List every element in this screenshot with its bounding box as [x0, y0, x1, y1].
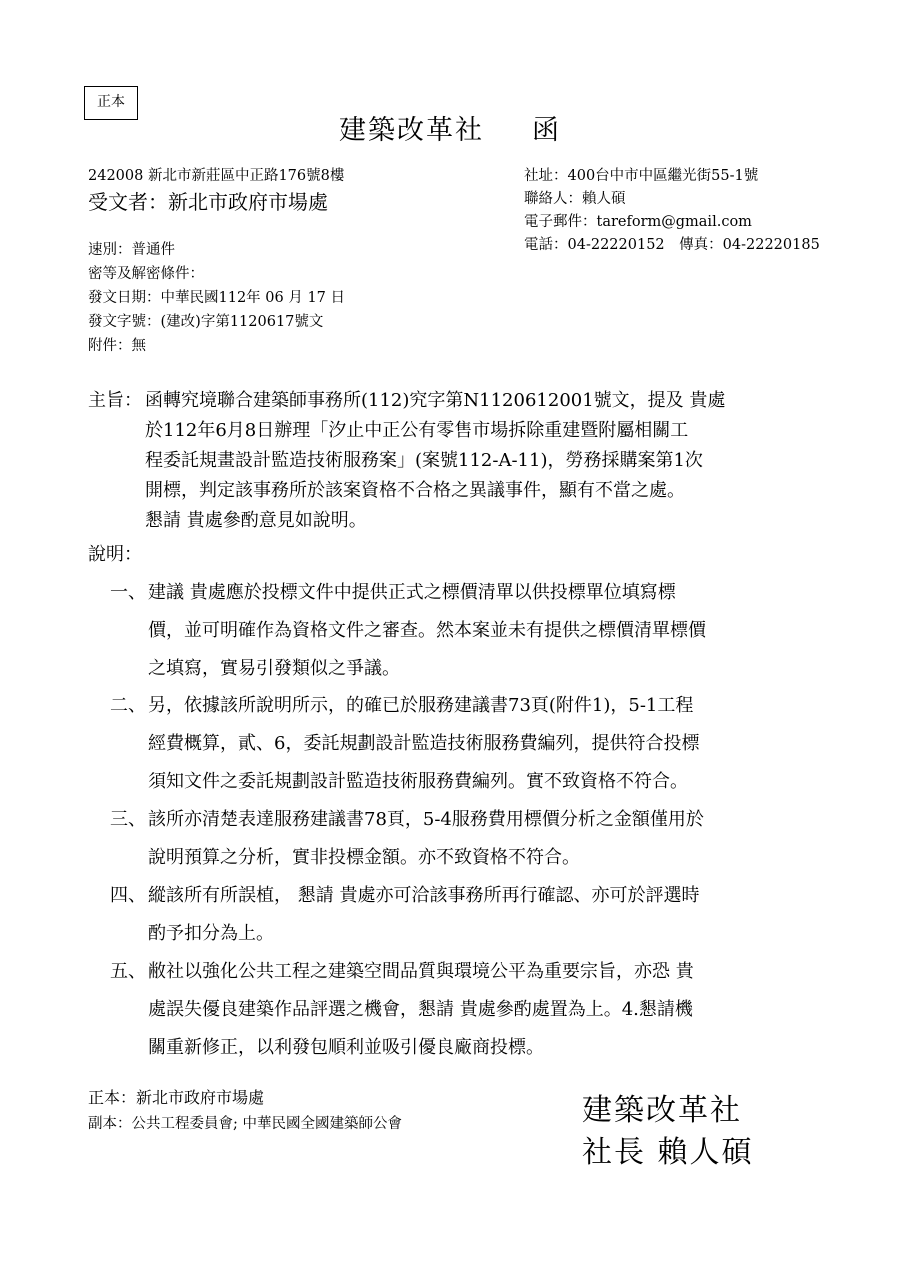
contact-person: 聯絡人：賴人碩: [524, 191, 626, 207]
subject-label: 主旨：: [88, 390, 142, 411]
item-line: 關重新修正，以利發包順利並吸引優良廠商投標。: [148, 1037, 544, 1058]
meta-date: 發文日期：中華民國112年 06 月 17 日: [88, 290, 346, 306]
subject-line: 程委託規畫設計監造技術服務案」(案號112-A-11)，勞務採購案第1次: [145, 450, 703, 471]
copy-recipients: 副本：公共工程委員會; 中華民國全國建築師公會: [88, 1116, 402, 1132]
item-line: 價，並可明確作為資格文件之審查。然本案並未有提供之標價清單標價: [148, 620, 706, 641]
item-number: 三、: [110, 809, 146, 830]
item-number: 五、: [110, 961, 146, 982]
item-line: 另，依據該所說明所示，的確已於服務建議書73頁(附件1)，5-1工程: [148, 695, 694, 716]
meta-number: 發文字號：(建改)字第1120617號文: [88, 314, 324, 330]
meta-attachment: 附件：無: [88, 338, 146, 354]
subject-line: 開標，判定該事務所於該案資格不合格之異議事件，顯有不當之處。: [145, 480, 685, 501]
item-line: 酌予扣分為上。: [148, 923, 274, 944]
original-copy-stamp: 正本: [84, 86, 138, 120]
letter-type: 函: [532, 115, 561, 146]
signature-name: 社長 賴人碩: [582, 1135, 754, 1170]
item-line: 縱該所有所誤植， 懇請 貴處亦可洽該事務所再行確認、亦可於評選時: [148, 885, 700, 906]
item-line: 處誤失優良建築作品評選之機會，懇請 貴處參酌處置為上。4.懇請機: [148, 999, 693, 1020]
recipient: 受文者：新北市政府市場處: [88, 190, 328, 214]
item-line: 該所亦清楚表達服務建議書78頁，5-4服務費用標價分析之金額僅用於: [148, 809, 704, 830]
letter-title: [0, 108, 900, 147]
subject-line: 函轉究境聯合建築師事務所(112)究字第N1120612001號文，提及 貴處: [145, 390, 726, 411]
meta-speed: 速別：普通件: [88, 242, 175, 258]
item-line: 之填寫，實易引發類似之爭議。: [148, 658, 400, 679]
item-line: 建議 貴處應於投標文件中提供正式之標價清單以供投標單位填寫標: [148, 582, 676, 603]
item-line: 敝社以強化公共工程之建築空間品質與環境公平為重要宗旨，亦恐 貴: [148, 961, 694, 982]
original-recipient: 正本：新北市政府市場處: [88, 1088, 265, 1107]
letter-org: 建築改革社: [339, 115, 484, 146]
explanation-label: 說明：: [88, 544, 142, 565]
signature-org: 建築改革社: [582, 1093, 742, 1128]
subject-line: 於112年6月8日辦理「汐止中正公有零售市場拆除重建暨附屬相關工: [145, 420, 689, 441]
item-number: 一、: [110, 582, 146, 603]
item-line: 經費概算，貳、6，委託規劃設計監造技術服務費編列，提供符合投標: [148, 733, 700, 754]
meta-security: 密等及解密條件：: [88, 266, 204, 282]
contact-address: 社址：400台中市中區繼光街55-1號: [524, 168, 759, 184]
sender-address: 242008 新北市新莊區中正路176號8樓: [88, 168, 345, 184]
subject-line: 懇請 貴處參酌意見如說明。: [145, 510, 367, 531]
item-line: 說明預算之分析，實非投標金額。亦不致資格不符合。: [148, 847, 580, 868]
contact-phone: 電話：04-22220152 傳真：04-22220185: [524, 237, 820, 253]
item-line: 須知文件之委託規劃設計監造技術服務費編列。實不致資格不符合。: [148, 771, 688, 792]
item-number: 四、: [110, 885, 146, 906]
item-number: 二、: [110, 695, 146, 716]
contact-email[interactable]: 電子郵件：tareform@gmail.com: [524, 214, 752, 230]
